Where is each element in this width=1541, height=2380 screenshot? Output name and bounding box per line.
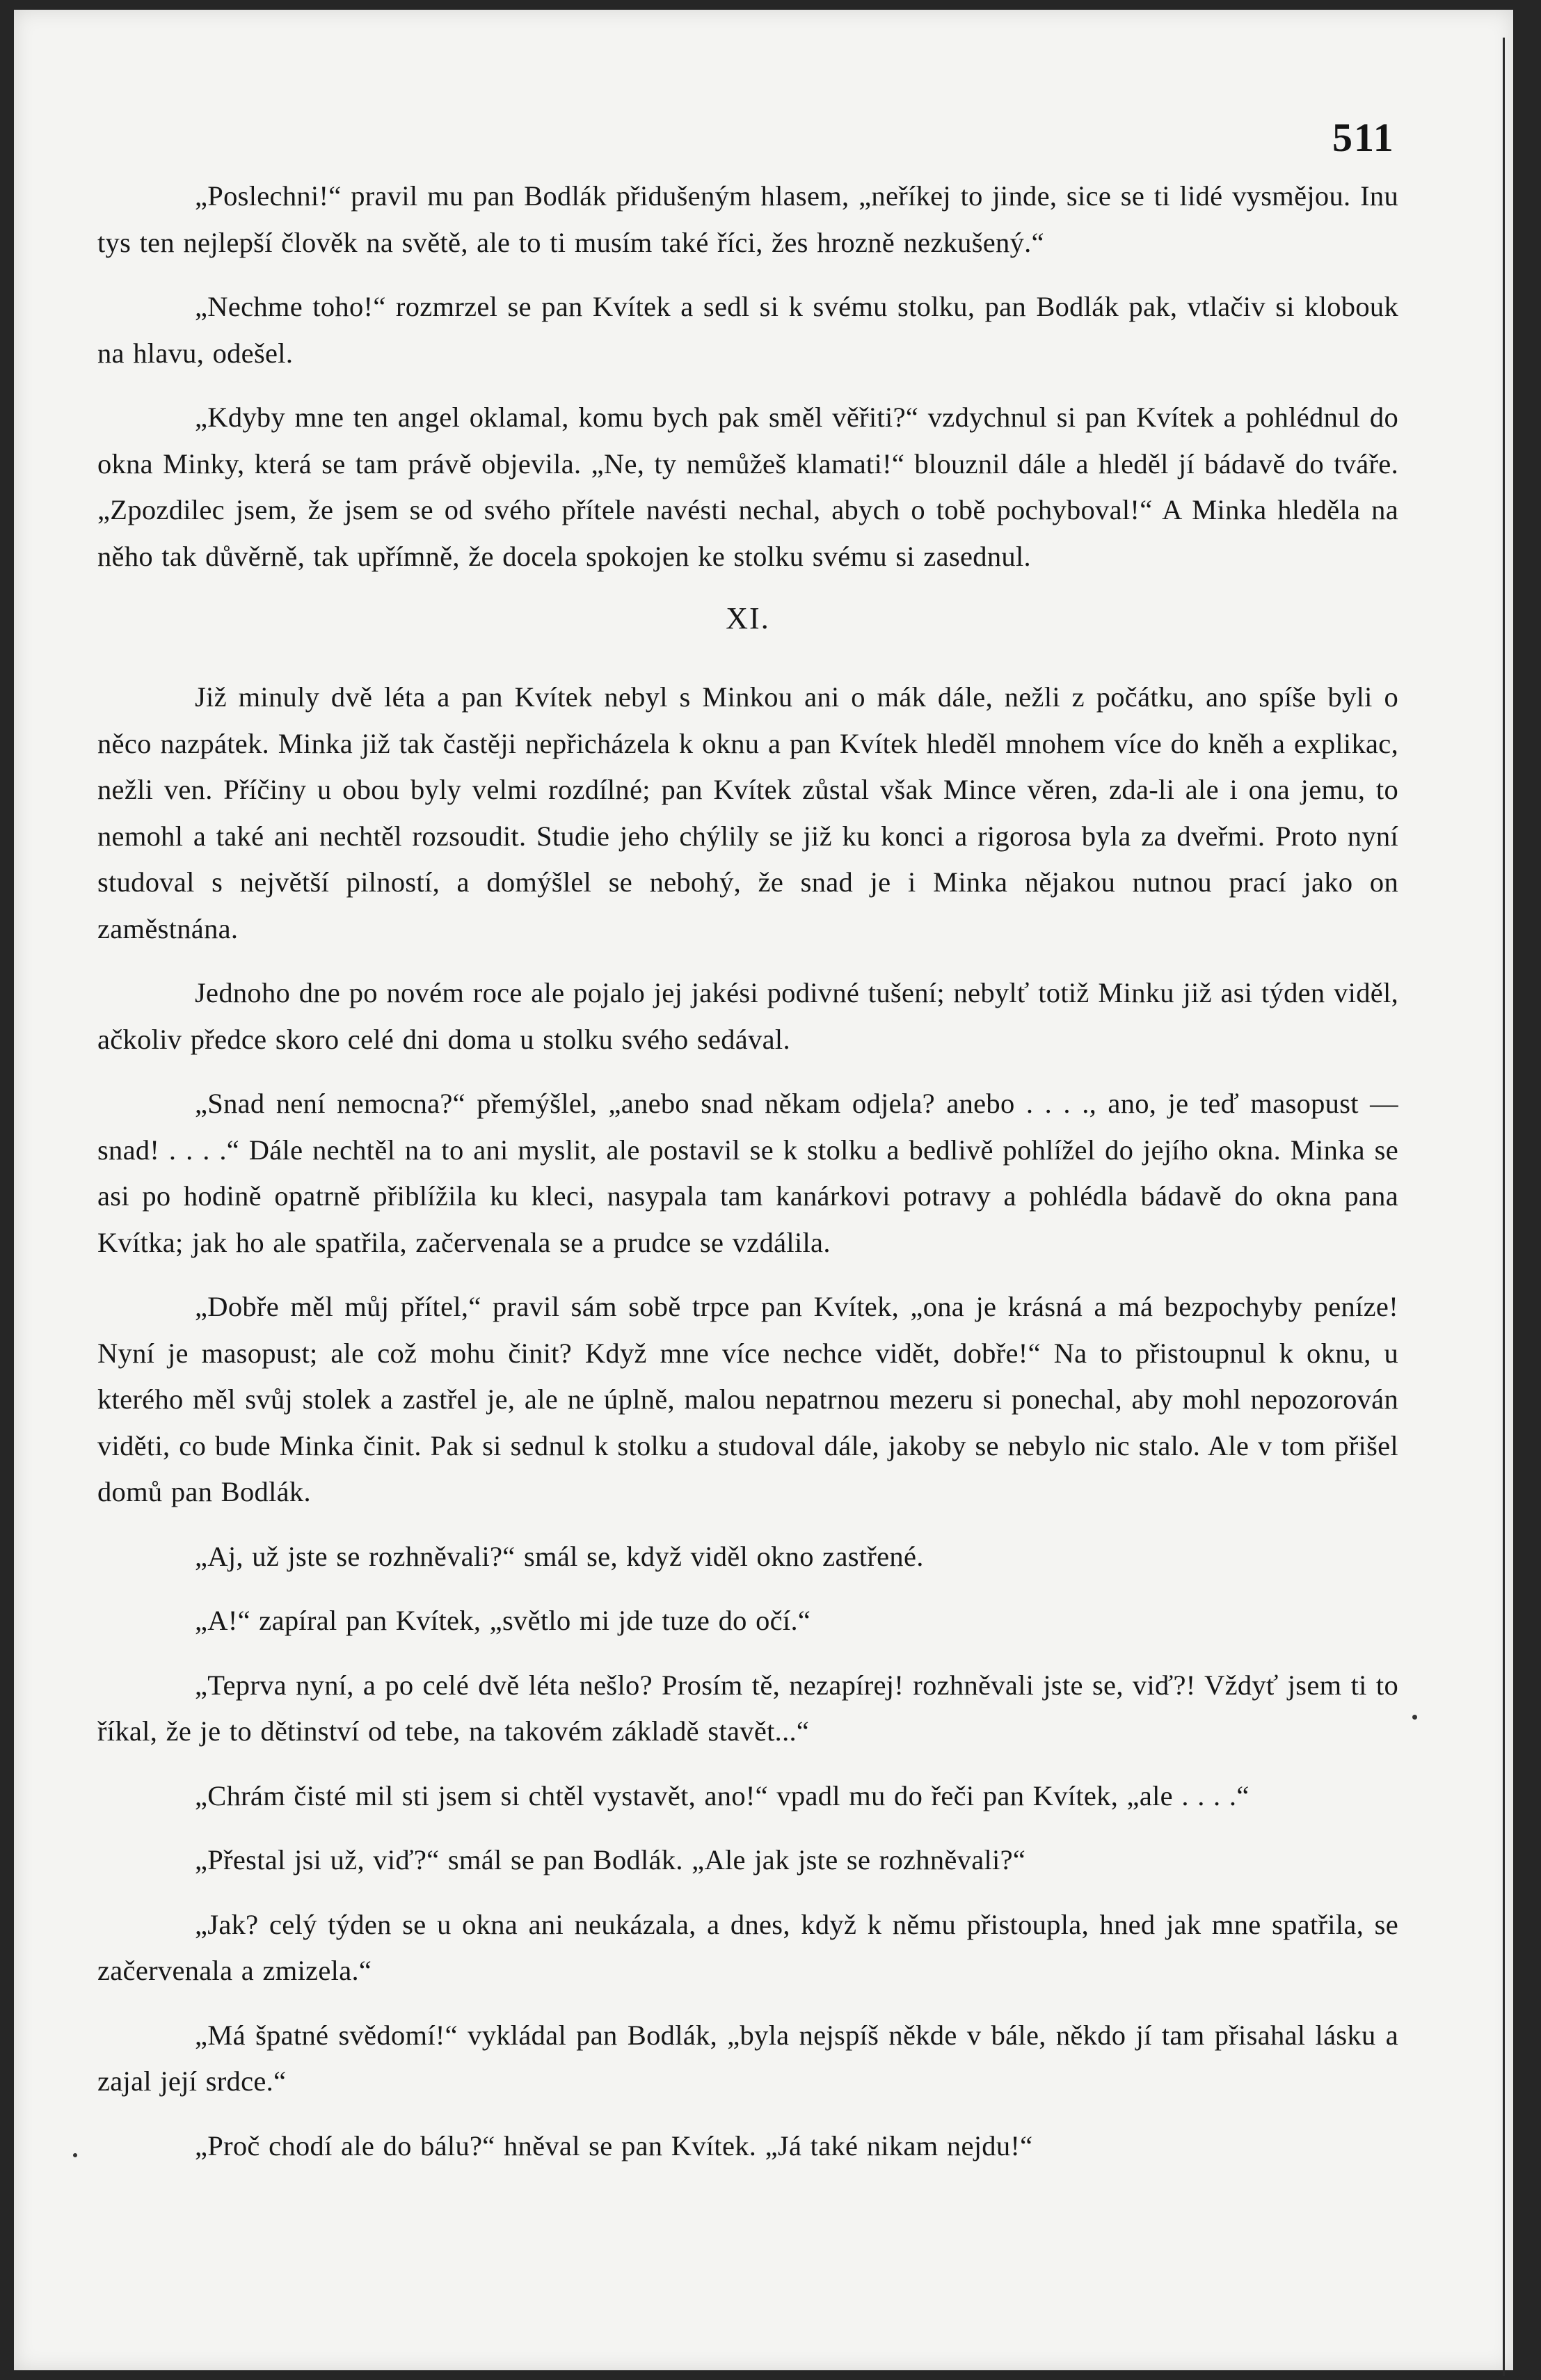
paragraph: „Má špatné svědomí!“ vykládal pan Bodlák, „byla nejspíš někde v bále, někdo jí tam přisahal lásku a zajal její srdce.“ [97,2019,1398,2097]
page-text [97,173,1398,2187]
paragraph: „Proč chodí ale do bálu?“ hněval se pan Kvítek. „Já také nikam nejdu!“ [195,2129,1033,2161]
ink-speck [1412,1715,1417,1720]
paragraph: „Teprva nyní, a po celé dvě léta nešlo? Prosím tě, nezapírej! rozhněvali jste se, viď?! Vždyť jsem ti to říkal, že je to dětinství od tebe, na takovém základě stavět...“ [97,1669,1398,1747]
chapter-heading: XI. [726,601,770,635]
paragraph: Jednoho dne po novém roce ale pojalo jej jakési podivné tušení; nebylť totiž Minku již asi týden viděl, ačkoliv předce skoro celé dni doma u stolku svého sedával. [97,977,1398,1055]
ink-speck [73,2153,77,2157]
book-page [14,10,1513,2370]
paragraph: „Snad není nemocna?“ přemýšlel, „anebo snad někam odjela? anebo . . . ., ano, je teď masopust — snad! . . . .“ Dále nechtěl na to ani myslit, ale postavil se k stolku a bedlivě pohlížel do jejího okna. Minka se asi po hodině opatrně přiblížila ku kleci, nasypala tam kanárkovi potravy a pohlédla bádavě do okna pana Kvítka; jak ho ale spatřila, začervenala se a prudce se vzdálila. [97,1088,1398,1258]
paragraph: Již minuly dvě léta a pan Kvítek nebyl s Minkou ani o mák dále, nežli z počátku, ano spíše byli o něco nazpátek. Minka již tak častěji nepřicházela k oknu a pan Kvítek hleděl mnohem více do kněh a explikac, nežli ven. Příčiny u obou byly velmi rozdílné; pan Kvítek zůstal však Mince věren, zda-li ale i ona jemu, to nemohl a také ani nechtěl rozsoudit. Studie jeho chýlily se již ku konci a rigorosa byla za dveřmi. Proto nyní studoval s největší pilností, a domýšlel se nebohý, že snad je i Minka nějakou nutnou prací jako on zaměstnána. [97,681,1398,944]
page-edge-line [1503,38,1505,2376]
paragraph: „A!“ zapíral pan Kvítek, „světlo mi jde tuze do očí.“ [195,1605,811,1636]
paragraph: „Aj, už jste se rozhněvali?“ smál se, když viděl okno zastřené. [195,1540,924,1572]
paragraph: „Přestal jsi už, viď?“ smál se pan Bodlák. „Ale jak jste se rozhněvali?“ [195,1844,1026,1875]
paragraph: „Nechme toho!“ rozmrzel se pan Kvítek a sedl si k svému stolku, pan Bodlák pak, vtlačiv si klobouk na hlavu, odešel. [97,291,1398,369]
paragraph: „Chrám čisté mil sti jsem si chtěl vystavět, ano!“ vpadl mu do řeči pan Kvítek, „ale . . . .“ [195,1779,1249,1811]
paragraph: „Kdyby mne ten angel oklamal, komu bych pak směl věřiti?“ vzdychnul si pan Kvítek a pohlédnul do okna Minky, která se tam právě objevila. „Ne, ty nemůžeš klamati!“ blouznil dále a hleděl jí bádavě do tváře. „Zpozdilec jsem, že jsem se od svého přítele navésti nechal, abych o tobě pochyboval!“ A Minka hleděla na něho tak důvěrně, tak upřímně, že docela spokojen ke stolku svému si zasednul. [97,402,1398,572]
paragraph: „Jak? celý týden se u okna ani neukázala, a dnes, když k němu přistoupla, hned jak mne spatřila, se začervenala a zmizela.“ [97,1908,1398,1986]
page-number: 511 [1332,115,1395,160]
paragraph: „Dobře měl můj přítel,“ pravil sám sobě trpce pan Kvítek, „ona je krásná a má bezpochyby peníze! Nyní je masopust; ale což mohu činit? Když mne více nechce vidět, dobře!“ Na to přistoupnul k oknu, u kterého měl svůj stolek a zastřel je, ale ne úplně, malou nepatrnou mezeru si ponechal, aby mohl nepozorován viděti, co bude Minka činit. Pak si sednul k stolku a studoval dále, jakoby se nebylo nic stalo. Ale v tom přišel domů pan Bodlák. [97,1291,1398,1507]
paragraph: „Poslechni!“ pravil mu pan Bodlák přidušeným hlasem, „neříkej to jinde, sice se ti lidé vysmějou. Inu tys ten nejlepší člověk na světě, ale to ti musím také říci, žes hrozně nezkušený.“ [97,180,1398,258]
